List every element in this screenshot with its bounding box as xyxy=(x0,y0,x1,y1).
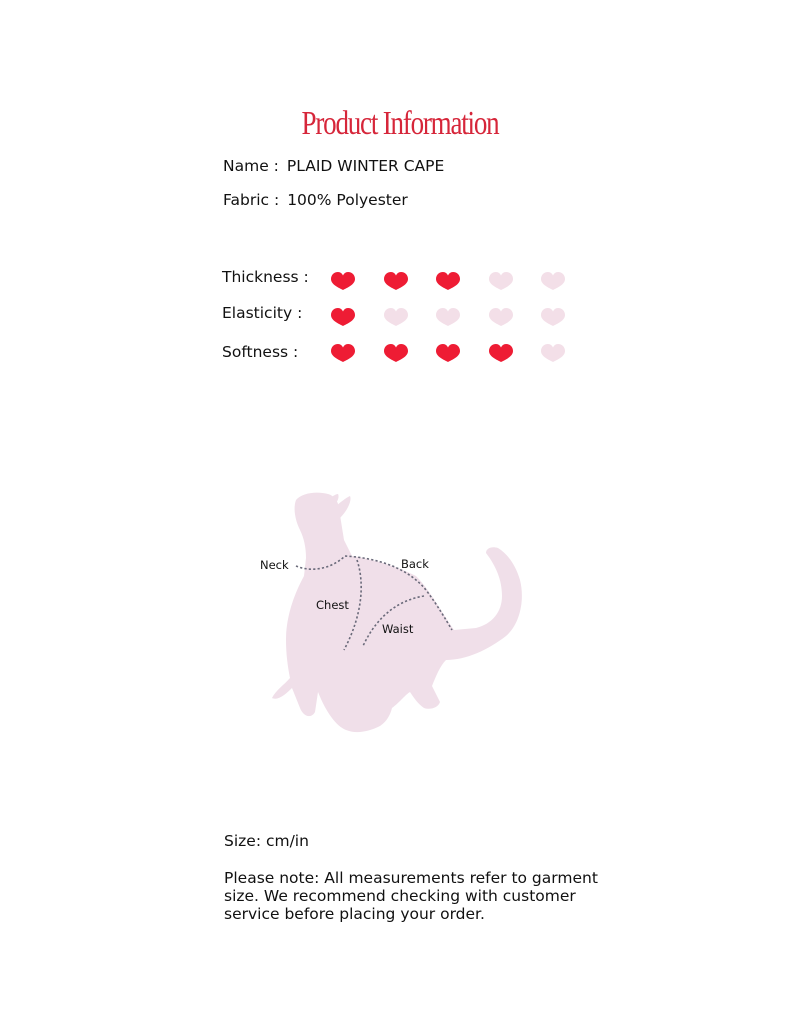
heart-empty-icon xyxy=(540,271,566,291)
chest-label: Chest xyxy=(316,598,349,612)
softness-label: Softness : xyxy=(222,343,299,361)
elasticity-rating xyxy=(330,307,570,327)
heart-empty-icon xyxy=(488,307,514,327)
heart-filled-icon xyxy=(383,343,409,363)
back-label: Back xyxy=(401,557,429,571)
heart-filled-icon xyxy=(330,271,356,291)
heart-empty-icon xyxy=(488,271,514,291)
heart-empty-icon xyxy=(435,307,461,327)
measurement-note: Please note: All measurements refer to garment size. We recommend checking with customer service before placing your order. xyxy=(224,869,598,923)
cat-silhouette xyxy=(272,493,522,732)
name-value: PLAID WINTER CAPE xyxy=(286,157,445,175)
name-label: Name : xyxy=(223,157,279,175)
neck-label: Neck xyxy=(260,558,289,572)
elasticity-label: Elasticity : xyxy=(222,304,303,322)
cat-measurement-diagram xyxy=(240,480,540,740)
heart-filled-icon xyxy=(330,343,356,363)
heart-empty-icon xyxy=(540,307,566,327)
heart-filled-icon xyxy=(435,343,461,363)
thickness-label: Thickness : xyxy=(222,268,309,286)
fabric-label: Fabric : xyxy=(223,191,280,209)
thickness-rating xyxy=(330,271,570,291)
fabric-value: 100% Polyester xyxy=(287,191,408,209)
product-fabric xyxy=(223,191,408,209)
product-name xyxy=(223,157,444,175)
page-title: Product Information xyxy=(301,104,499,142)
waist-label: Waist xyxy=(382,622,414,636)
heart-filled-icon xyxy=(383,271,409,291)
heart-empty-icon xyxy=(540,343,566,363)
heart-filled-icon xyxy=(488,343,514,363)
heart-filled-icon xyxy=(330,307,356,327)
heart-empty-icon xyxy=(383,307,409,327)
heart-filled-icon xyxy=(435,271,461,291)
softness-rating xyxy=(330,343,570,363)
size-unit: Size: cm/in xyxy=(224,832,309,850)
